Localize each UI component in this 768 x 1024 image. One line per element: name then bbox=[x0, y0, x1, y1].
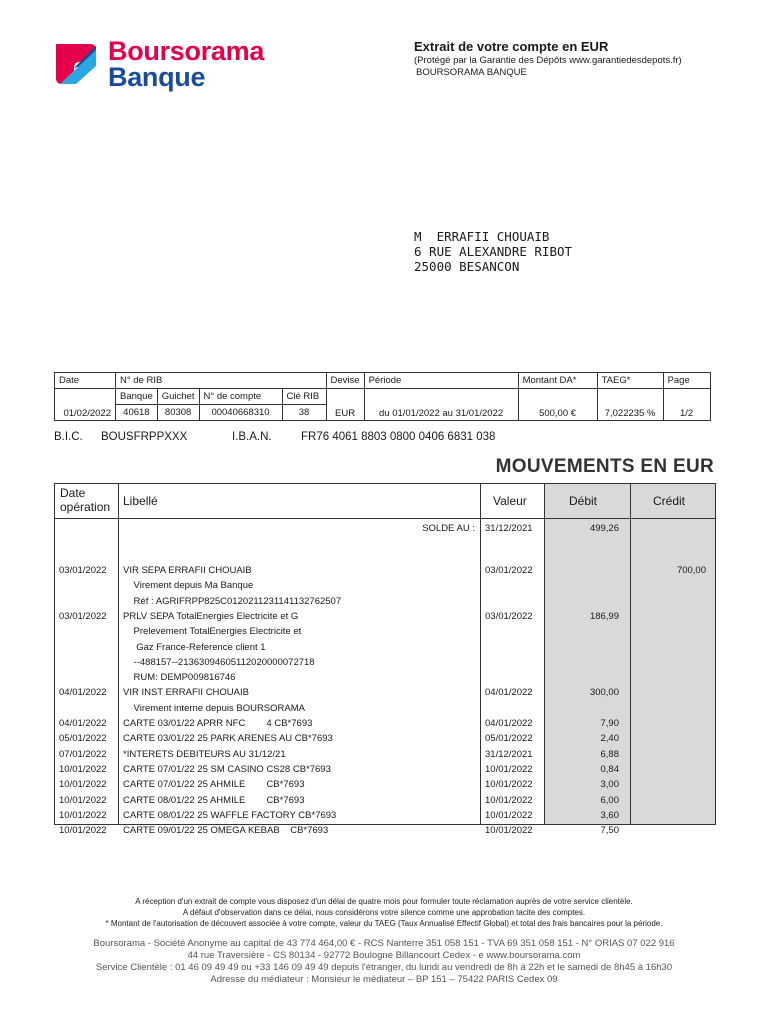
header-libelle: Libellé bbox=[123, 494, 158, 508]
rib-header-compte: N° de compte bbox=[199, 389, 282, 405]
row-date: 10/01/2022 bbox=[59, 779, 107, 791]
rib-periode: du 01/01/2022 au 31/01/2022 bbox=[364, 389, 518, 421]
movements-table bbox=[54, 483, 716, 837]
table-row bbox=[55, 794, 715, 808]
row-debit: 0,84 bbox=[600, 763, 619, 775]
row-label: CARTE 08/01/22 25 AHMILE CB*7693 bbox=[123, 794, 305, 806]
solde-label: SOLDE AU : bbox=[422, 523, 475, 534]
address-line: 25000 BESANCON bbox=[414, 259, 520, 274]
table-row bbox=[55, 686, 715, 700]
row-valeur: 10/01/2022 bbox=[485, 763, 533, 775]
table-row bbox=[55, 564, 715, 578]
bank-name: BOURSORAMA BANQUE bbox=[416, 67, 527, 78]
row-valeur: 31/12/2021 bbox=[485, 748, 533, 760]
rib-header-montant: Montant DA* bbox=[518, 373, 597, 389]
rib-page: 1/2 bbox=[663, 389, 710, 421]
row-label: Gaz France-Reference client 1 bbox=[123, 641, 266, 653]
bic-value: BOUSFRPPXXX bbox=[101, 431, 188, 443]
row-label: *INTERETS DEBITEURS AU 31/12/21 bbox=[123, 748, 286, 760]
rib-header-date: Date bbox=[55, 373, 116, 389]
row-label: PRLV SEPA TotalEnergies Electricite et G bbox=[123, 610, 299, 622]
row-label: --488157--21363094605112020000072718 bbox=[123, 656, 315, 668]
table-row bbox=[55, 717, 715, 731]
footer-mediator: Adresse du médiateur : Monsieur le médiateur – BP 151 – 75422 PARIS Cedex 09 bbox=[210, 974, 558, 985]
table-row bbox=[55, 778, 715, 792]
table-row bbox=[55, 809, 715, 823]
rib-guichet: 80308 bbox=[157, 405, 199, 421]
table-row bbox=[55, 732, 715, 746]
logo-line1: Boursorama bbox=[108, 36, 265, 66]
rib-date: 01/02/2022 bbox=[55, 389, 116, 421]
recipient-address bbox=[414, 229, 572, 274]
row-credit: 700,00 bbox=[676, 565, 706, 576]
row-label: CARTE 08/01/22 25 WAFFLE FACTORY CB*7693 bbox=[123, 809, 337, 821]
row-label: CARTE 07/01/22 25 AHMILE CB*7693 bbox=[123, 779, 305, 791]
movements-title: MOUVEMENTS EN EUR bbox=[495, 456, 714, 477]
rib-header-banque: Banque bbox=[116, 389, 158, 405]
header-valeur: Valeur bbox=[493, 494, 527, 508]
row-date: 07/01/2022 bbox=[59, 748, 107, 760]
header-date-line2: opération bbox=[60, 500, 111, 514]
row-date: 10/01/2022 bbox=[59, 809, 107, 821]
iban-value: FR76 4061 8803 0800 0406 6831 038 bbox=[301, 431, 496, 443]
document-subtitle: (Protégé par la Garantie des Dépôts www.garantiedesdepots.fr) bbox=[414, 55, 682, 66]
row-date: 03/01/2022 bbox=[59, 565, 107, 576]
table-row bbox=[55, 641, 715, 655]
row-valeur: 10/01/2022 bbox=[485, 809, 533, 821]
rib-montant: 500,00 € bbox=[518, 389, 597, 421]
rib-taeg: 7,022235 % bbox=[597, 389, 663, 421]
solde-row bbox=[55, 522, 715, 536]
row-label: RUM: DEMP009816746 bbox=[123, 672, 236, 684]
row-label: Virement interne depuis BOURSORAMA bbox=[123, 702, 305, 714]
rib-banque: 40618 bbox=[116, 405, 158, 421]
logo-text bbox=[108, 38, 264, 90]
table-row bbox=[55, 824, 715, 838]
row-label: CARTE 09/01/22 25 OMEGA KEBAB CB*7693 bbox=[123, 825, 329, 837]
document-title: Extrait de votre compte en EUR bbox=[414, 39, 609, 54]
bic-label: B.I.C. bbox=[54, 431, 83, 443]
row-debit: 2,40 bbox=[600, 733, 619, 745]
header-credit: Crédit bbox=[653, 494, 686, 508]
movements-header bbox=[55, 484, 715, 519]
row-label: VIR INST ERRAFII CHOUAIB bbox=[123, 687, 249, 699]
table-row bbox=[55, 579, 715, 593]
rib-table bbox=[54, 372, 711, 421]
row-valeur: 05/01/2022 bbox=[485, 733, 533, 745]
table-row bbox=[55, 656, 715, 670]
bic-iban-line bbox=[54, 431, 714, 445]
table-row bbox=[55, 702, 715, 716]
footer-legal: Boursorama - Société Anonyme au capital de 43 774 464,00 € - RCS Nanterre 351 058 151 - TVA 69 351 058 151 - N° ORIAS 07 022 916 bbox=[93, 938, 675, 949]
row-valeur: 03/01/2022 bbox=[485, 610, 533, 622]
footer-note: * Montant de l'autorisation de découvert associée à votre compte, valeur du TAEG (Taux Annualisé Effectif Global) et total des frais bancaires pour la période. bbox=[105, 919, 663, 928]
table-row bbox=[55, 625, 715, 639]
row-debit: 6,00 bbox=[600, 794, 619, 806]
row-date: 04/01/2022 bbox=[59, 718, 107, 729]
row-valeur: 04/01/2022 bbox=[485, 687, 533, 699]
rib-cle: 38 bbox=[282, 405, 326, 421]
row-label: CARTE 03/01/22 APRR NFC 4 CB*7693 bbox=[123, 718, 313, 729]
table-row bbox=[55, 763, 715, 777]
rib-header-guichet: Guichet bbox=[157, 389, 199, 405]
table-row bbox=[55, 748, 715, 762]
footer-service: Service Clientèle : 01 46 09 49 49 ou +33 146 09 49 49 depuis l'étranger, du lundi au vendredi de 8h à 22h et le samedi de 8h45 à 16h30 bbox=[95, 962, 673, 973]
row-date: 10/01/2022 bbox=[59, 825, 107, 837]
row-date: 04/01/2022 bbox=[59, 687, 107, 699]
row-date: 03/01/2022 bbox=[59, 610, 107, 622]
logo-line2: Banque bbox=[108, 62, 206, 92]
row-label: Prelevement TotalEnergies Electricite et bbox=[123, 626, 302, 638]
row-date: 05/01/2022 bbox=[59, 733, 107, 745]
row-valeur: 03/01/2022 bbox=[485, 565, 533, 576]
row-debit: 6,88 bbox=[600, 748, 619, 760]
header-date bbox=[60, 486, 110, 514]
row-date: 10/01/2022 bbox=[59, 794, 107, 806]
address-line: 6 RUE ALEXANDRE RIBOT bbox=[414, 244, 573, 259]
rib-compte: 00040668310 bbox=[199, 405, 282, 421]
row-debit: 7,50 bbox=[600, 825, 619, 837]
table-row bbox=[55, 671, 715, 685]
row-label: Virement depuis Ma Banque bbox=[123, 580, 254, 592]
row-debit: 3,00 bbox=[600, 779, 619, 791]
solde-date: 31/12/2021 bbox=[485, 523, 533, 534]
row-valeur: 04/01/2022 bbox=[485, 718, 533, 729]
row-date: 10/01/2022 bbox=[59, 763, 107, 775]
header-date-line1: Date bbox=[60, 486, 86, 500]
footer-note: A défaut d'observation dans ce délai, nous considérons votre silence comme une approbation tacite des comptes. bbox=[182, 908, 586, 917]
rib-devise: EUR bbox=[326, 389, 364, 421]
iban-label: I.B.A.N. bbox=[232, 431, 272, 443]
row-valeur: 10/01/2022 bbox=[485, 779, 533, 791]
rib-header-taeg: TAEG* bbox=[597, 373, 663, 389]
table-row bbox=[55, 610, 715, 624]
rib-header-devise: Devise bbox=[326, 373, 364, 389]
address-line: M ERRAFII CHOUAIB bbox=[414, 229, 550, 244]
footer-address: 44 rue Traversière - CS 80134 - 92772 Boulogne Billancourt Cedex - e www.boursorama.com bbox=[187, 950, 581, 961]
rib-header-nrib: N° de RIB bbox=[116, 373, 327, 389]
solde-value: 499,26 bbox=[589, 523, 619, 534]
footer-note: A réception d'un extrait de compte vous disposez d'un délai de quatre mois pour formuler toute réclamation auprès de votre service clientèle. bbox=[135, 897, 633, 906]
row-debit: 300,00 bbox=[589, 687, 619, 699]
row-label: Réf : AGRIFRPP825C0120211231141132762507 bbox=[123, 595, 342, 607]
rib-header-cle: Clé RIB bbox=[282, 389, 326, 405]
row-debit: 186,99 bbox=[589, 610, 619, 622]
row-valeur: 10/01/2022 bbox=[485, 825, 533, 837]
rib-header-periode: Période bbox=[364, 373, 518, 389]
row-label: CARTE 07/01/22 25 SM CASINO CS28 CB*7693 bbox=[123, 763, 331, 775]
rib-header-page: Page bbox=[663, 373, 710, 389]
row-label: CARTE 03/01/22 25 PARK ARENES AU CB*7693 bbox=[123, 733, 333, 745]
row-valeur: 10/01/2022 bbox=[485, 794, 533, 806]
table-row bbox=[55, 595, 715, 609]
row-label: VIR SEPA ERRAFII CHOUAIB bbox=[123, 565, 252, 576]
row-debit: 3,60 bbox=[600, 809, 619, 821]
row-debit: 7,90 bbox=[600, 718, 619, 729]
boursorama-logo-icon bbox=[54, 40, 100, 86]
header-debit: Débit bbox=[569, 494, 598, 508]
